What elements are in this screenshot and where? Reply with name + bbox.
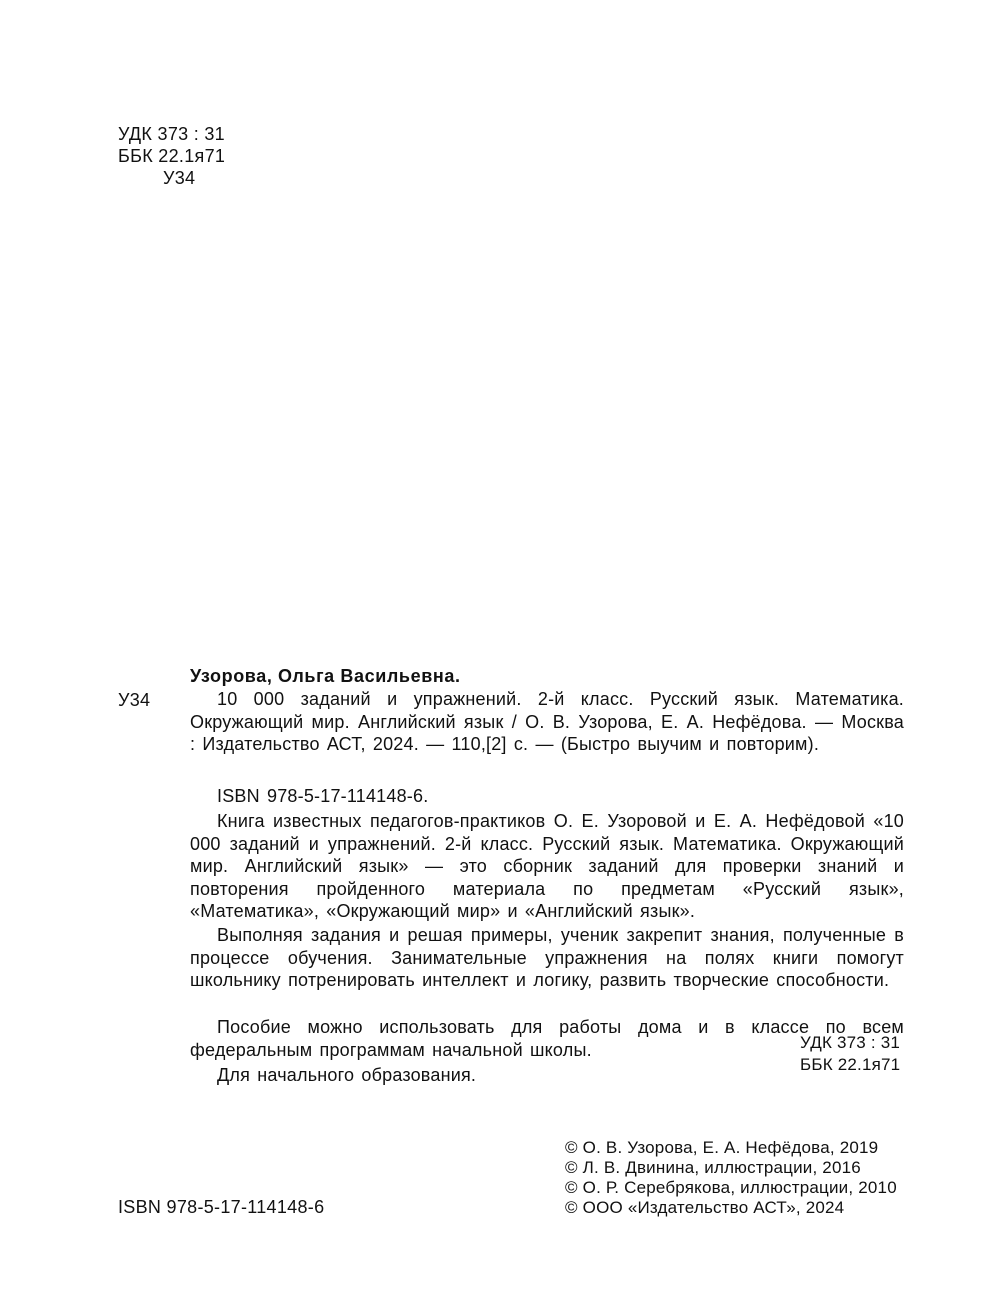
bbk-code-bottom: ББК 22.1я71 (800, 1055, 901, 1074)
author-heading: Узорова, Ольга Васильевна. (190, 666, 461, 686)
annotation-paragraph-3: Пособие можно использовать для работы дома и в классе по всем федеральным программам начальной школы. (190, 1017, 904, 1060)
bbk-code-top: ББК 22.1я71 (118, 146, 226, 166)
copyright-line: © ООО «Издательство АСТ», 2024 (565, 1198, 845, 1217)
annotation-paragraph-1: Книга известных педагогов-практиков О. Е. Узоровой и Е. А. Нефёдовой «10 000 заданий и упражнений. 2-й класс. Русский язык. Математика. Окружающий мир. Английский язык» — это сборник заданий для проверки знаний и повторения пройденного материала по предметам «Русский язык», «Математика», «Окружающий мир» и «Английский язык». (190, 811, 904, 921)
copyright-block (565, 1138, 897, 1218)
copyright-line: © Л. В. Двинина, иллюстрации, 2016 (565, 1158, 861, 1177)
classification-bottom (800, 1032, 900, 1076)
isbn-line: ISBN 978-5-17-114148-6. (217, 786, 429, 806)
annotation-paragraph-4: Для начального образования. (217, 1065, 477, 1085)
udk-code-bottom: УДК 373 : 31 (800, 1033, 901, 1052)
copyright-line: © О. Р. Серебрякова, иллюстрации, 2010 (565, 1178, 897, 1197)
udk-code-top: УДК 373 : 31 (118, 124, 225, 144)
copyright-line: © О. В. Узорова, Е. А. Нефёдова, 2019 (565, 1138, 879, 1157)
annotation-paragraph-2: Выполняя задания и решая примеры, ученик закрепит знания, полученные в процессе обучения. Занимательные упражнения на полях книги помогут школьнику потренировать интеллект и логику, развить творческие способности. (190, 925, 904, 990)
bibliographic-description: 10 000 заданий и упражнений. 2-й класс. Русский язык. Математика. Окружающий мир. Английский язык / О. В. Узорова, Е. А. Нефёдова. — Москва : Издательство АСТ, 2024. — 110,[2] с. — (Быстро выучим и повторим). (190, 689, 904, 754)
isbn-bottom: ISBN 978-5-17-114148-6 (118, 1197, 325, 1217)
author-mark-record: У34 (118, 690, 151, 710)
author-mark-top: У34 (163, 168, 196, 188)
